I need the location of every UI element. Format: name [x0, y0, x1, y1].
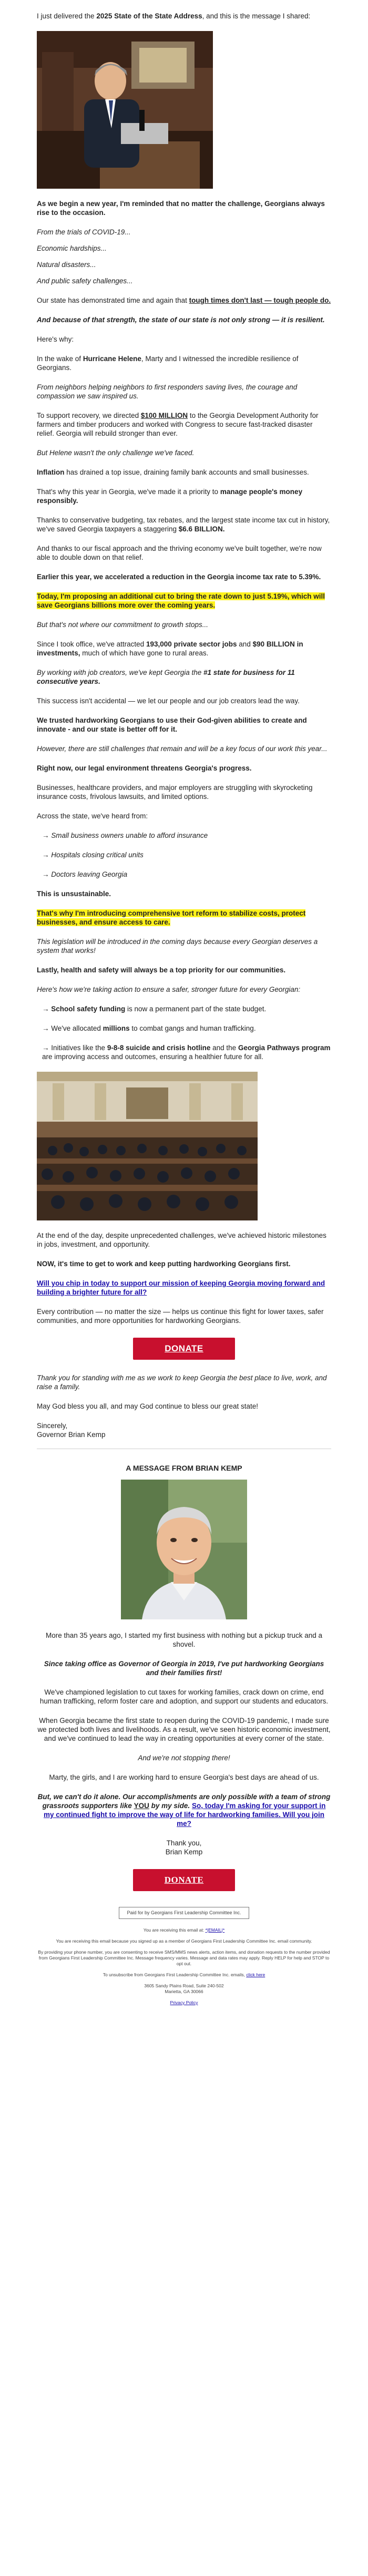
tort-reform-highlight: That's why I'm introducing comprehensive tort reform to stabilize costs, protect businesses, and ensure access to care. — [37, 909, 306, 926]
donate-section-2 — [37, 1869, 331, 1891]
list-item: → Hospitals closing critical units — [42, 851, 144, 859]
address-title: 2025 State of the State Address — [96, 12, 202, 20]
donate-section — [37, 1338, 331, 1360]
list-item: → School safety funding is now a permanent part of the state budget. — [42, 1005, 267, 1013]
email-body: I just delivered the 2025 State of the State Address, and this is the message I shared: As we begin a new year, I'm reminded that no matter the challenge, Georgians always rise to the occasion. From the trials of COVID-19... Economic hardships... Natural disasters... And public safety challenges... Our state has demonstrated time and again that tough times don't last — tough people do. And because of that strength, the state of our state is not only strong — it is resilient. Here's why: In the wake of Hurricane Helene, Marty and I witnessed the incredible resilience of Georgians. From neighbors helping neighbors to first responders saving lives, the courage and compassion we saw inspired us. To support recovery, we directed $100 MILLION to the Georgia Development Authority for farmers and timber producers and worked with Congress to secure fast-tracked disaster relief. Georgia will rebuild stronger than ever. But Helene wasn't the only challenge we've faced. Inflation has drained a top issue, draining family bank accounts and small businesses. That's why this year in Georgia, we've made it a priority to manage people's money responsibly. Thanks to conservative budgeting, tax rebates, and the largest state income tax cut in history, we've saved Georgia taxpayers a staggering $6.6 BILLION. And thanks to our fiscal approach and the thriving economy we've built together, we're now able to double down on that relief. Earlier this year, we accelerated a reduction in the Georgia income tax rate to 5.39%. Today, I'm proposing an additional cut to bring the rate down to just 5.19%, which will save Georgians billions more over the coming years. But that's not where our commitment to growth stops... Since I took office, we've attracted 193,000 private sector jobs and $90 BILLION in investments, much of which have gone to rural areas. By working with job creators, we've kept Georgia the #1 state for business for 11 consecutive years. This success isn't accidental — we let our people and our job creators lead the way. We trusted hardworking Georgians to use their God-given abilities to create and innovate - and our state is better off for it. However, there are still challenges that remain and will be a key focus of our work this year... Right now, our legal environment threatens Georgia's progress. Businesses, healthcare providers, and major employers are struggling with skyrocketing insurance costs, frivolous lawsuits, and limited options. Across the state, we've heard from: → Small business owners unable to afford insurance → Hospitals closing critical units → Doctors leaving Georgia This is unsustainable. That's why I'm introducing comprehensive tort reform to stabilize costs, protect businesses, and ensure access to care. This legislation will be introduced in the coming days because every Georgian deserves a system that works! Lastly, health and safety will always be a top priority for our communities. Here's how we're taking action to ensure a safer, stronger future for every Georgian: → School safety funding is now a permanent part of the state budget. → We've allocated millions to combat gangs and human trafficking. → Initiatives like the 9-8-8 suicide and crisis hotline and the Georgia Pathways program are improving access and outcomes, ensuring a healthier future for all. At the end of the day, despite unprecedented challenges, we've achieved historic milestones in jobs, investment, and opportunity. NOW, it's time to get to work and keep putting hardworking Georgians first. Will you chip in today to support our mission of keeping Georgia moving forward and building a brighter future for all? Every contribution — no matter the size — helps us continue this fight for lower taxes, safer communities, and more opportunities for hardworking Georgians. DONATE Thank you for standing with me as we work to keep Georgia the best place to live, work, and raise a family. May God bless you all, and may God continue to bless our great state! Sincerely, Governor Brian Kemp A MESSAGE FROM BRIAN KEMP More than 35 years ago, I started my first business with nothing but a pickup truck and a shovel. Since taking office as Governor of Georgia in 2019, I've put hardworking Georgians and their families first! We've championed legislation to cut taxes for working families, crack down on crime, end human trafficking, reform foster care and adoption, and support our students and educators. When Georgia became the first state to reopen during the COVID-19 pandemic, I made sure we protected both lives and livelihoods. As a result, we've seen historic economic investment, and we've continued to lead the way in creating opportunities at every corner of the state. And we're not stopping there! Marty, the girls, and I are working hard to ensure Georgia's best days are ahead of us. But, we can't do it alone. Our accomplishments are only possible with a team of strong grassroots supporters like YOU by my side. So, today I'm asking for your support in my continued fight to improve the way of life for hardworking families. Will you join me? Thank you, Brian Kemp DONATE Paid for by Georgians First Leadership Committee Inc. You are receiving this email at: *|EMAIL|* You are receiving this email because you signed up as a member of Georgians First Leadership Committee Inc. email community. By providing your phone number, you are consenting to receive SMS/MMS news alerts, action items, and donation requests to the number provided from Georgians First Leadership Committee Inc. Message frequency varies. Message and data rates may apply. Reply HELP for help and STOP to opt out. To unsubscribe from Georgians First Leadership Committee Inc. emails, click here 3605 Sandy Plains Road, Suite 240-502 Marietta, GA 30066 Privacy Policy — [37, 12, 331, 2005]
signoff: Sincerely, — [37, 1422, 68, 1430]
actions-list — [37, 1004, 331, 1061]
message-title: A MESSAGE FROM BRIAN KEMP — [126, 1464, 242, 1472]
privacy-policy-link[interactable]: Privacy Policy — [170, 2000, 198, 2005]
message-signature: Brian Kemp — [165, 1848, 203, 1856]
tax-cut-highlight: Today, I'm proposing an additional cut to bring the rate down to just 5.19%, which will save Georgians billions more over the coming years. — [37, 592, 325, 609]
heard-from-list — [37, 831, 331, 879]
signature-name: Governor Brian Kemp — [37, 1431, 106, 1439]
donate-button-2[interactable]: DONATE — [133, 1869, 235, 1891]
email-footer: Paid for by Georgians First Leadership Committee Inc. You are receiving this email at: *|EMAIL|* You are receiving this email because you signed up as a member of Georgians First Leadership Committee Inc. email community. By providing your phone number, you are consenting to receive SMS/MMS news alerts, action items, and donation requests to the number provided from Georgians First Leadership Committee Inc. Message frequency varies. Message and data rates may apply. Reply HELP for help and STOP to opt out. To unsubscribe from Georgians First Leadership Committee Inc. emails, click here 3605 Sandy Plains Road, Suite 240-502 Marietta, GA 30066 Privacy Policy — [37, 1907, 331, 2006]
list-item: → Initiatives like the 9-8-8 suicide and crisis hotline and the Georgia Pathways program are improving access and outcomes, ensuring a healthier future for all. — [42, 1044, 331, 1061]
legislature-chamber-photo — [37, 1072, 258, 1220]
governor-speech-photo — [37, 31, 213, 189]
brian-kemp-portrait — [121, 1480, 247, 1619]
paid-for-disclaimer: Paid for by Georgians First Leadership Committee Inc. — [119, 1907, 249, 1919]
unsubscribe-link[interactable]: click here — [246, 1972, 265, 1977]
intro-paragraph: I just delivered the 2025 State of the State Address, and this is the message I shared: — [37, 12, 311, 20]
join-me-link[interactable]: So, today I'm asking for your support in my continued fight to improve the way of life for hardworking families. Will you join me? — [44, 1802, 326, 1828]
list-item: → We've allocated millions to combat gangs and human trafficking. — [42, 1024, 256, 1032]
chip-in-link[interactable]: Will you chip in today to support our mission of keeping Georgia moving forward and building a brighter future for all? — [37, 1279, 325, 1296]
donate-button[interactable]: DONATE — [133, 1338, 235, 1360]
list-item: → Small business owners unable to afford insurance — [42, 832, 208, 839]
list-item: → Doctors leaving Georgia — [42, 870, 128, 878]
mailing-address: 3605 Sandy Plains Road, Suite 240-502 Marietta, GA 30066 — [144, 1983, 224, 1994]
recipient-email-link[interactable]: *|EMAIL|* — [205, 1927, 225, 1933]
